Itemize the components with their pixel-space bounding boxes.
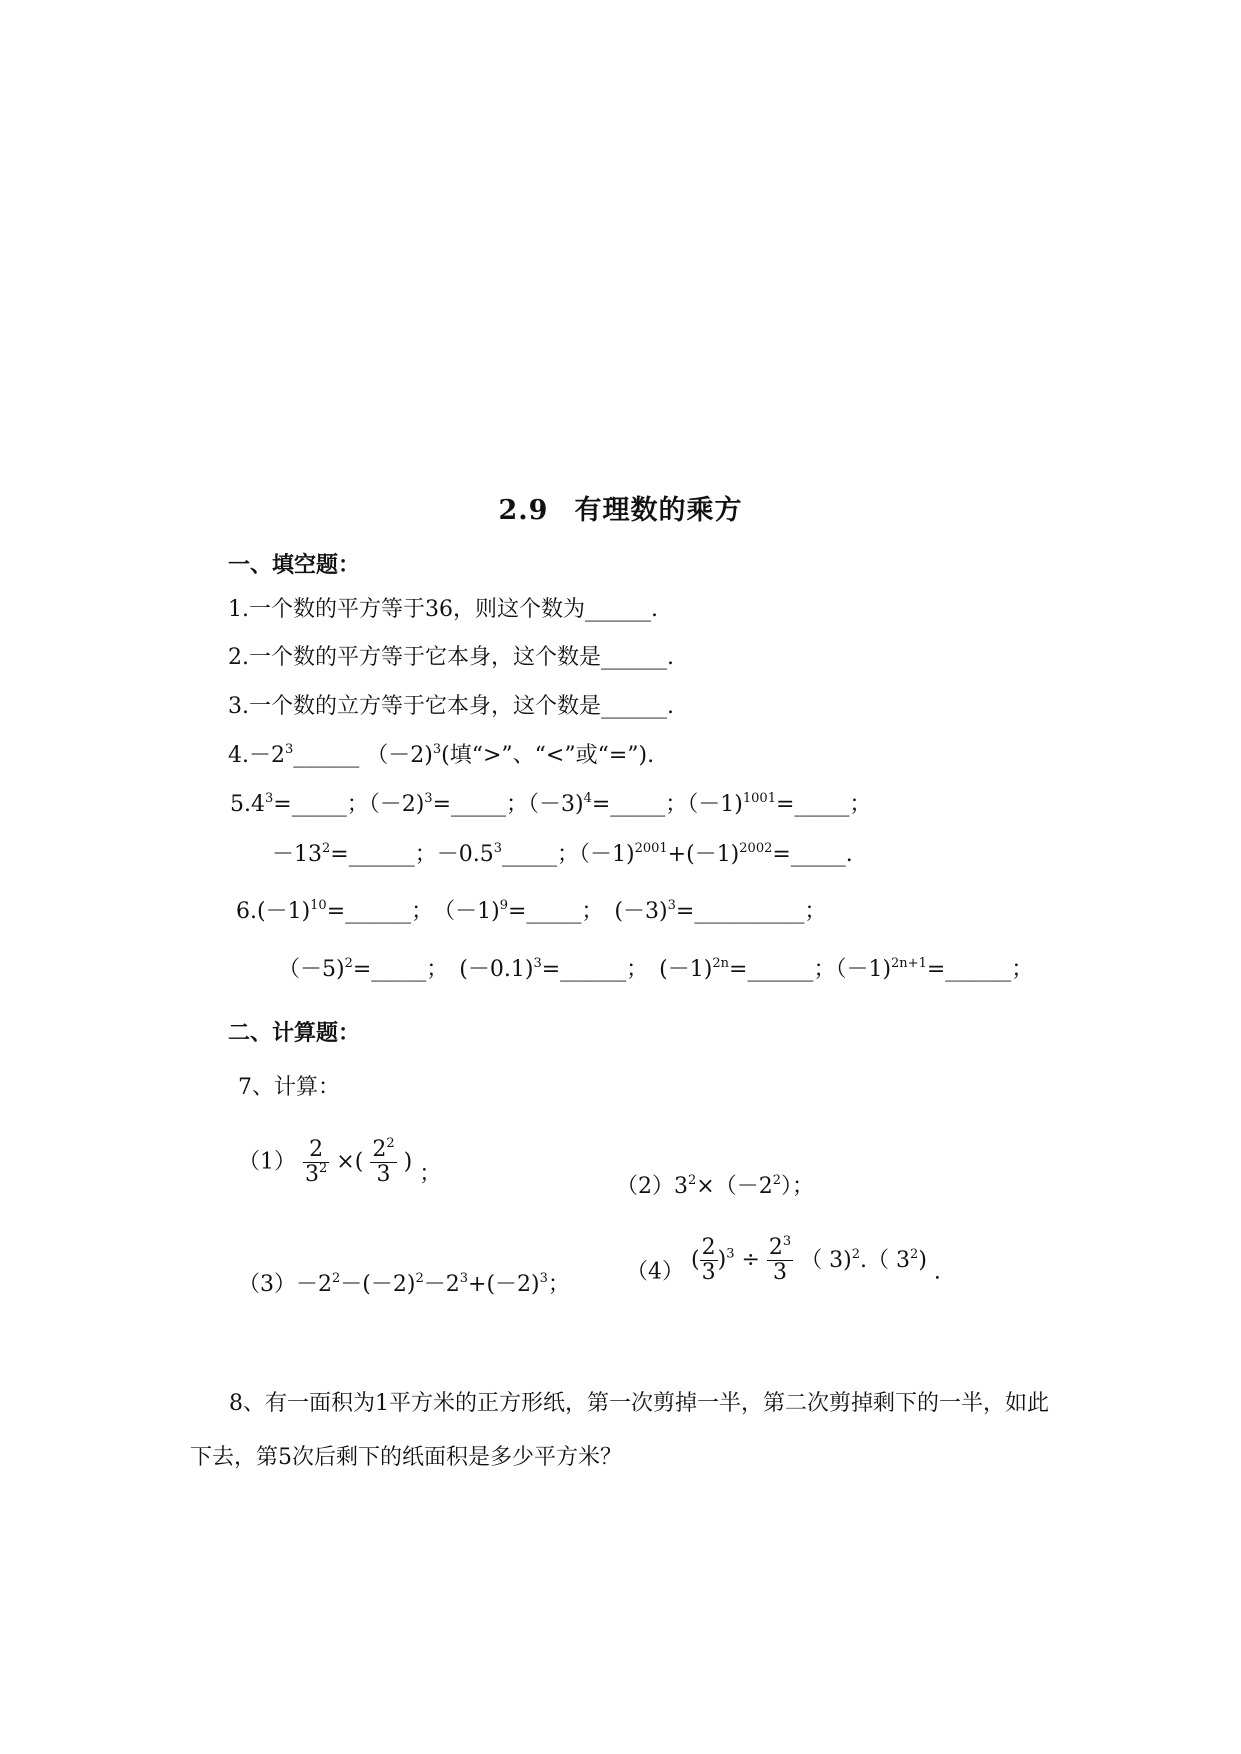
question-7-part-2: $(2)3^2\times(-2^2)$； bbox=[616, 1173, 815, 1199]
page-title bbox=[0, 488, 1241, 527]
question-7-part-1: （1） $\frac{2}{3^2}$ ×( $\frac{2^2}{3}$ ) ； bbox=[238, 1136, 442, 1188]
fraction: $\frac{2^2}{3}$ bbox=[372, 1136, 395, 1188]
question-5-line-2: $-13^2=\_\_\_\_\_\_$；$-0.5^3\_\_\_\_\_$；$(-1)^{2001}+(-1)^{2002}=\_\_\_\_\_$. bbox=[272, 841, 853, 867]
section-calculation-heading: 二、计算题： bbox=[228, 1020, 361, 1046]
fraction: $\frac{2}{3}$ bbox=[701, 1235, 716, 1286]
question-4: $4.-2^3\_\_\_\_\_\_$ （－2)$^3$(填“>”、“<”或“=”). bbox=[228, 742, 655, 768]
question-6-line-1: $6.(-1)^{10}=\_\_\_\_\_\_$； （－1)$^9$=_____； $(-3)^3=\_\_\_\_\_\_\_\_\_\_$； bbox=[236, 898, 827, 924]
question-6-line-2: （－5)$^2$=_____； $(-0.1)^3=\_\_\_\_\_\_$； $(-1)^{2n}=\_\_\_\_\_\_$；（－1)$^{2n+1}$=______； bbox=[278, 956, 1034, 982]
fraction: $\frac{2}{3^2}$ bbox=[305, 1137, 328, 1188]
question-1: 1.一个数的平方等于36，则这个数为______. bbox=[228, 597, 658, 622]
question-5-line-1: $5.4^3=\_\_\_\_\_$；（－2)$^3$=_____；（－3)$^4$=_____；（－1)$^{1001}$=_____； bbox=[230, 791, 872, 817]
section-fill-in-heading: 一、填空题： bbox=[228, 552, 361, 578]
question-2: 2.一个数的平方等于它本身，这个数是______. bbox=[228, 645, 674, 670]
question-7-part-3: $(3)-2^2-(-2)^2-2^3+(-2)^3$； bbox=[238, 1271, 570, 1297]
title-text: 有理数的乘方 bbox=[574, 495, 743, 526]
question-7-heading: 7、计算： bbox=[238, 1075, 340, 1100]
question-8: 8、有一面积为1平方米的正方形纸，第一次剪掉一半，第二次剪掉剩下的一半，如此下去，第5次后剩下的纸面积是多少平方米？ bbox=[190, 1391, 1049, 1470]
title-number: 2.9 bbox=[498, 495, 549, 526]
question-3: 3.一个数的立方等于它本身，这个数是______. bbox=[228, 694, 674, 719]
question-7-part-4: （4） ( $\frac{2}{3}$ )$^3$ ÷ $\frac{2^3}{3}$ （ 3)$^2$.（ $3^2$) . bbox=[626, 1234, 941, 1286]
fraction: $\frac{2^3}{3}$ bbox=[768, 1234, 792, 1286]
